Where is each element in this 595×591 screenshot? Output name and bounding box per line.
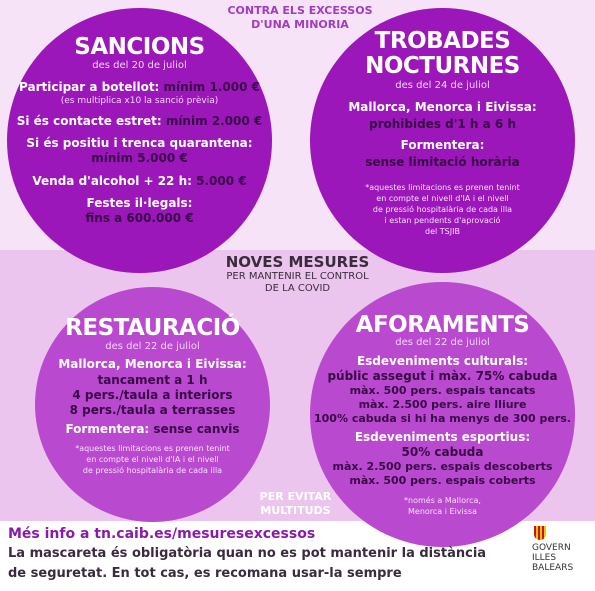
- restauracio-item-2: tancament a 1 h: [97, 373, 208, 387]
- trobades-note-3: de pressió hospitalària de cada illa: [372, 205, 513, 214]
- noves-mesures-title: NOVES MESURES: [225, 253, 370, 271]
- noves-mesures: [190, 253, 405, 295]
- restauracio-item-1: Mallorca, Menorca i Eivissa:: [58, 357, 247, 371]
- logo-line1: GOVERN: [532, 543, 571, 553]
- restauracio-note-3: de pressió hospitalària de cada illa: [82, 466, 223, 475]
- sancions-item-5: mínim 5.000 €: [91, 151, 188, 165]
- aforaments-item-5: 100% cabuda si hi ha menys de 300 pers.: [314, 412, 571, 425]
- coat-of-arms-icon: [534, 526, 546, 540]
- sancions-item-4: Si és positiu i trenca quarantena:: [26, 136, 253, 150]
- restauracio-item-4: 8 pers./taula a terrasses: [69, 403, 236, 417]
- per-evitar-multituds: [248, 490, 343, 518]
- sancions-item-7: Festes il·legals:: [86, 196, 193, 210]
- aforaments-note-1: *només a Mallorca,: [404, 496, 481, 505]
- aforaments-item-1: Esdeveniments culturals:: [356, 354, 529, 368]
- trobades-note-2: en compte el nivell d'IA i el nivell: [376, 194, 509, 203]
- trobades-note-5: del TSJIB: [425, 227, 460, 236]
- sancions-item-1: Participar a botellot: mínim 1.000 €: [19, 80, 260, 94]
- footer-mask-line2: de seguretat. En tot cas, es recomana usar-la sempre: [8, 566, 402, 581]
- trobades-item-2: prohibides d'1 h a 6 h: [368, 117, 517, 131]
- aforaments-item-8: màx. 2.500 pers. espais descoberts: [332, 460, 553, 473]
- restauracio-note-1: *aquestes limitacions es prenen tenint: [75, 444, 230, 453]
- sancions-item-6: Venda d'alcohol + 22 h: 5.000 €: [32, 174, 247, 188]
- sancions-item-3: Si és contacte estret: mínim 2.000 €: [16, 114, 263, 128]
- noves-mesures-line2: DE LA COVID: [264, 283, 331, 294]
- restauracio-item-3: 4 pers./taula a interiors: [72, 388, 233, 402]
- trobades-item-4: sense limitació horària: [365, 155, 520, 169]
- sancions-item-8: fins a 600.000 €: [85, 211, 194, 225]
- aforaments-item-4: màx. 2.500 pers. aire lliure: [358, 398, 527, 411]
- per-evitar-line1: PER EVITAR: [259, 490, 332, 503]
- header-line1: CONTRA ELS EXCESSOS: [227, 4, 373, 17]
- aforaments-item-3: màx. 500 pers. espais tancats: [349, 384, 536, 397]
- aforaments-item-7: 50% cabuda: [401, 445, 484, 459]
- aforaments-date: des del 22 de juliol: [395, 337, 490, 348]
- restauracio-note-2: en compte el nivell d'IA i el nivell: [86, 455, 219, 464]
- trobades-circle: [310, 8, 575, 273]
- trobades-date: des del 24 de juliol: [395, 80, 490, 91]
- sancions-item-2: (es multiplica x10 la sanció prèvia): [60, 96, 219, 106]
- header-line2: D'UNA MINORIA: [251, 18, 349, 31]
- aforaments-title: AFORAMENTS: [355, 312, 530, 338]
- sancions-title: SANCIONS: [74, 34, 205, 60]
- trobades-note-1: *aquestes limitacions es prenen tenint: [365, 183, 520, 192]
- per-evitar-line2: MULTITUDS: [260, 504, 331, 517]
- trobades-title-1: TROBADES: [374, 28, 511, 54]
- restauracio-circle: [35, 287, 270, 522]
- trobades-item-3: Formentera:: [400, 138, 485, 152]
- restauracio-item-5: Formentera: sense canvis: [65, 422, 240, 436]
- aforaments-item-6: Esdeveniments esportius:: [354, 430, 531, 444]
- sancions-date: des del 20 de juliol: [92, 60, 187, 71]
- restauracio-title: RESTAURACIÓ: [65, 315, 240, 341]
- noves-mesures-line1: PER MANTENIR EL CONTROL: [226, 271, 369, 282]
- trobades-item-1: Mallorca, Menorca i Eivissa:: [348, 100, 537, 114]
- restauracio-date: des del 22 de juliol: [105, 341, 200, 352]
- govern-logo: [532, 526, 592, 573]
- aforaments-circle: [310, 282, 575, 547]
- footer-mask-line1: La mascareta és obligatòria quan no es pot mantenir la distància: [8, 546, 487, 561]
- logo-line3: BALEARS: [532, 563, 574, 573]
- sancions-circle: [7, 8, 272, 273]
- logo-line2: ILLES: [532, 553, 557, 563]
- aforaments-item-2: públic assegut i màx. 75% cabuda: [327, 369, 558, 383]
- aforaments-note-2: Menorca i Eivissa: [408, 507, 477, 516]
- trobades-note-4: i estan pendents d'aprovació: [384, 216, 501, 225]
- trobades-title-2: NOCTURNES: [365, 53, 520, 79]
- footer-info-link[interactable]: Més info a tn.caib.es/mesuresexcessos: [8, 526, 316, 542]
- aforaments-item-9: màx. 500 pers. espais coberts: [349, 474, 536, 487]
